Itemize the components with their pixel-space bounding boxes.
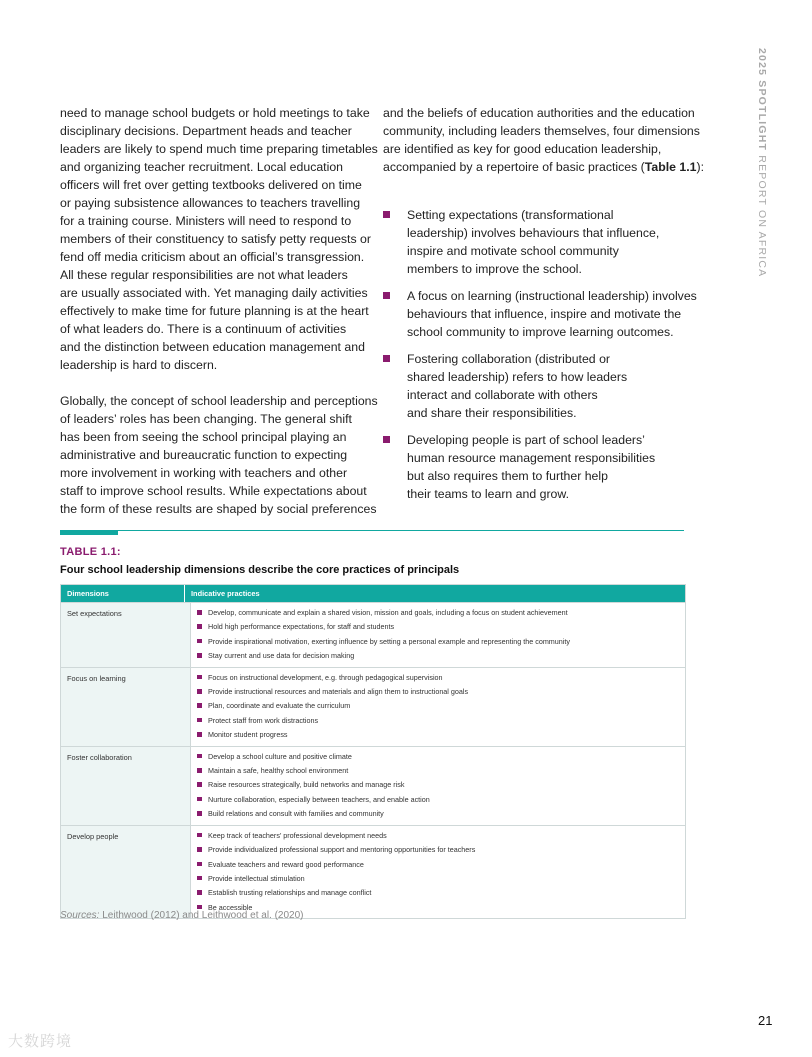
bullet-square-icon	[197, 797, 202, 802]
text-line: are identified as key for good education leadership,	[383, 142, 662, 156]
text-line: and the beliefs of education authorities and the education	[383, 106, 695, 120]
bullet-square-icon	[197, 847, 202, 852]
practice-text: Provide individualized professional support and mentoring opportunities for teachers	[208, 845, 476, 855]
report-side-label	[756, 48, 768, 277]
bullet-square-icon	[197, 703, 202, 708]
bullet-square-icon	[197, 890, 202, 895]
bullet-item	[383, 350, 685, 422]
section-divider	[60, 530, 684, 531]
bullet-text-line: interact and collaborate with others	[407, 388, 598, 402]
practice-text: Provide intellectual stimulation	[208, 873, 305, 883]
header-indicative-practices: Indicative practices	[191, 589, 260, 598]
table-title: Four school leadership dimensions describe the core practices of principals	[60, 564, 460, 576]
bullet-text-line: Fostering collaboration (distributed or	[407, 352, 611, 366]
dimension-cell: Develop people	[61, 826, 191, 918]
side-label-normal: REPORT ON AFRICA	[756, 155, 768, 278]
practice-text: Keep track of teachers’ professional development needs	[208, 830, 387, 840]
bullet-text-line: members to improve the school.	[407, 262, 582, 276]
bullet-square-icon	[383, 292, 390, 299]
bullet-square-icon	[197, 732, 202, 737]
text-line: are usually associated with. Yet managing daily activities	[60, 286, 368, 300]
text-line: of what leaders do. There is a continuum of activities	[60, 322, 347, 336]
text-line: the form of these results are shaped by social preferences	[60, 502, 377, 516]
table-header-row	[61, 585, 685, 602]
practice-item	[197, 778, 685, 792]
bullet-item	[383, 431, 685, 503]
practice-text: Evaluate teachers and reward good performance	[208, 859, 364, 869]
dimension-cell: Foster collaboration	[61, 747, 191, 825]
text-line: staff to improve school results. While expectations about	[60, 484, 367, 498]
page-number: 21	[758, 1013, 773, 1028]
practice-item	[197, 620, 685, 634]
practice-text: Be accessible	[208, 902, 253, 912]
text-line: for a training course. Ministers will need to respond to	[60, 214, 352, 228]
text-line: community, including leaders themselves, four dimensions	[383, 124, 700, 138]
bullet-square-icon	[197, 833, 202, 838]
practice-text: Nurture collaboration, especially between teachers, and enable action	[208, 794, 430, 804]
bullet-text-line: their teams to learn and grow.	[407, 487, 569, 501]
bullet-text-line: and share their responsibilities.	[407, 406, 577, 420]
practice-item	[197, 606, 685, 620]
practice-item	[197, 793, 685, 807]
text-line: fend off media criticism about an official’s transgression.	[60, 250, 365, 264]
practice-text: Establish trusting relationships and manage conflict	[208, 888, 372, 898]
section-divider-accent	[60, 530, 118, 535]
sources-text: Leithwood (2012) and Leithwood et al. (2020)	[99, 910, 304, 921]
text-line: disciplinary decisions. Department heads and teacher	[60, 124, 352, 138]
practice-text: Develop, communicate and explain a shared vision, mission and goals, including a focus on student achievement	[208, 608, 568, 617]
practices-cell	[191, 826, 685, 918]
bullet-square-icon	[383, 355, 390, 362]
bullet-square-icon	[197, 718, 202, 723]
sources-note	[60, 910, 304, 921]
watermark-logo: 大数跨境	[8, 1033, 73, 1050]
text-line: Globally, the concept of school leadership and perceptions	[60, 394, 378, 408]
intro-last-post: ):	[696, 160, 705, 174]
text-line: has been from seeing the school principal playing an	[60, 430, 347, 444]
leadership-table	[60, 584, 686, 919]
table-row	[61, 746, 685, 825]
bullet-text-line: but also requires them to further help	[407, 469, 608, 483]
bullet-square-icon	[197, 876, 202, 881]
bullet-square-icon	[197, 610, 202, 615]
practice-text: Develop a school culture and positive climate	[208, 751, 352, 761]
bullet-text-line: leadership) involves behaviours that influence,	[407, 226, 660, 240]
dimension-cell: Set expectations	[61, 603, 191, 667]
text-line: All these regular responsibilities are not what leaders	[60, 268, 348, 282]
practice-item	[197, 728, 685, 742]
dimension-cell: Focus on learning	[61, 668, 191, 746]
paragraph-2	[60, 392, 378, 518]
practice-text: Hold high performance expectations, for staff and students	[208, 622, 395, 632]
bullet-square-icon	[197, 862, 202, 867]
text-line: and organizing teacher recruitment. Local education	[60, 160, 344, 174]
text-line: more involvement in working with teachers and other	[60, 466, 348, 480]
bullet-square-icon	[197, 624, 202, 629]
bullet-text-line: human resource management responsibilities	[407, 451, 656, 465]
practice-item	[197, 858, 685, 872]
text-line: need to manage school budgets or hold meetings to take	[60, 106, 370, 120]
bullet-square-icon	[197, 689, 202, 694]
text-line: leadership is hard to discern.	[60, 358, 218, 372]
bullet-square-icon	[197, 905, 202, 910]
bullet-text-line: inspire and motivate school community	[407, 244, 619, 258]
intro-last-line	[383, 158, 705, 176]
text-line: administrative and bureaucratic function to expecting	[60, 448, 348, 462]
bullet-text-line: Setting expectations (transformational	[407, 208, 614, 222]
left-text-column	[60, 104, 378, 518]
header-dimensions: Dimensions	[61, 585, 185, 602]
bullet-item	[383, 206, 685, 278]
dimensions-bullet-list	[383, 206, 697, 503]
table-label: TABLE 1.1:	[60, 546, 121, 558]
bullet-square-icon	[383, 211, 390, 218]
practice-text: Maintain a safe, healthy school environment	[208, 766, 349, 776]
practices-cell	[191, 603, 685, 667]
table-row	[61, 602, 685, 667]
practice-text: Provide inspirational motivation, exerting influence by setting a personal example and representing the community	[208, 636, 570, 646]
intro-last-pre: accompanied by a repertoire of basic practices (	[383, 160, 645, 174]
bullet-square-icon	[197, 768, 202, 773]
bullet-square-icon	[383, 436, 390, 443]
table-row	[61, 667, 685, 746]
table-body	[61, 602, 685, 918]
table-row	[61, 825, 685, 918]
practice-item	[197, 750, 685, 764]
text-line: officers will fret over getting textbooks delivered on time	[60, 178, 362, 192]
bullet-text-line: school community to improve learning outcomes.	[407, 325, 674, 339]
practice-text: Protect staff from work distractions	[208, 715, 319, 725]
practice-item	[197, 649, 685, 663]
practice-text: Plan, coordinate and evaluate the curriculum	[208, 701, 351, 711]
bullet-square-icon	[197, 675, 202, 680]
practice-text: Monitor student progress	[208, 730, 288, 740]
text-line: leaders are likely to spend much time preparing timetables	[60, 142, 378, 156]
sources-label: Sources:	[60, 910, 100, 921]
bullet-text-line: behaviours that influence, inspire and motivate the	[407, 307, 682, 321]
bullet-square-icon	[197, 754, 202, 759]
practice-item	[197, 872, 685, 886]
text-line: or paying subsistence allowances to teachers travelling	[60, 196, 361, 210]
practice-text: Build relations and consult with families and community	[208, 809, 384, 819]
practice-item	[197, 685, 685, 699]
text-line: members of their constituency to satisfy petty requests or	[60, 232, 371, 246]
intro-paragraph	[383, 104, 700, 158]
practice-item	[197, 764, 685, 778]
practice-text: Raise resources strategically, build networks and manage risk	[208, 780, 405, 790]
practice-item	[197, 635, 685, 649]
table-reference-link: Table 1.1	[644, 160, 697, 174]
practice-item	[197, 829, 685, 843]
text-line: and the distinction between education management and	[60, 340, 365, 354]
bullet-item	[383, 287, 697, 341]
side-label-bold: 2025 SPOTLIGHT	[756, 48, 768, 152]
practice-text: Focus on instructional development, e.g. through pedagogical supervision	[208, 672, 443, 682]
practice-item	[197, 699, 685, 713]
practice-text: Provide instructional resources and materials and align them to instructional goals	[208, 687, 469, 697]
bullet-square-icon	[197, 811, 202, 816]
paragraph-1	[60, 104, 378, 374]
bullet-square-icon	[197, 639, 202, 644]
text-line: effectively to make time for future planning is at the heart	[60, 304, 369, 318]
bullet-text-line: shared leadership) refers to how leaders	[407, 370, 628, 384]
practice-item	[197, 807, 685, 821]
bullet-square-icon	[197, 782, 202, 787]
right-text-column	[383, 104, 705, 512]
practices-cell	[191, 747, 685, 825]
practice-item	[197, 671, 685, 685]
practice-text: Stay current and use data for decision making	[208, 651, 355, 661]
text-line: of leaders’ roles has been changing. The general shift	[60, 412, 352, 426]
bullet-text-line: A focus on learning (instructional leadership) involves	[407, 289, 697, 303]
practice-item	[197, 843, 685, 857]
bullet-text-line: Developing people is part of school leaders’	[407, 433, 645, 447]
bullet-square-icon	[197, 653, 202, 658]
practice-item	[197, 886, 685, 900]
practice-item	[197, 714, 685, 728]
practices-cell	[191, 668, 685, 746]
